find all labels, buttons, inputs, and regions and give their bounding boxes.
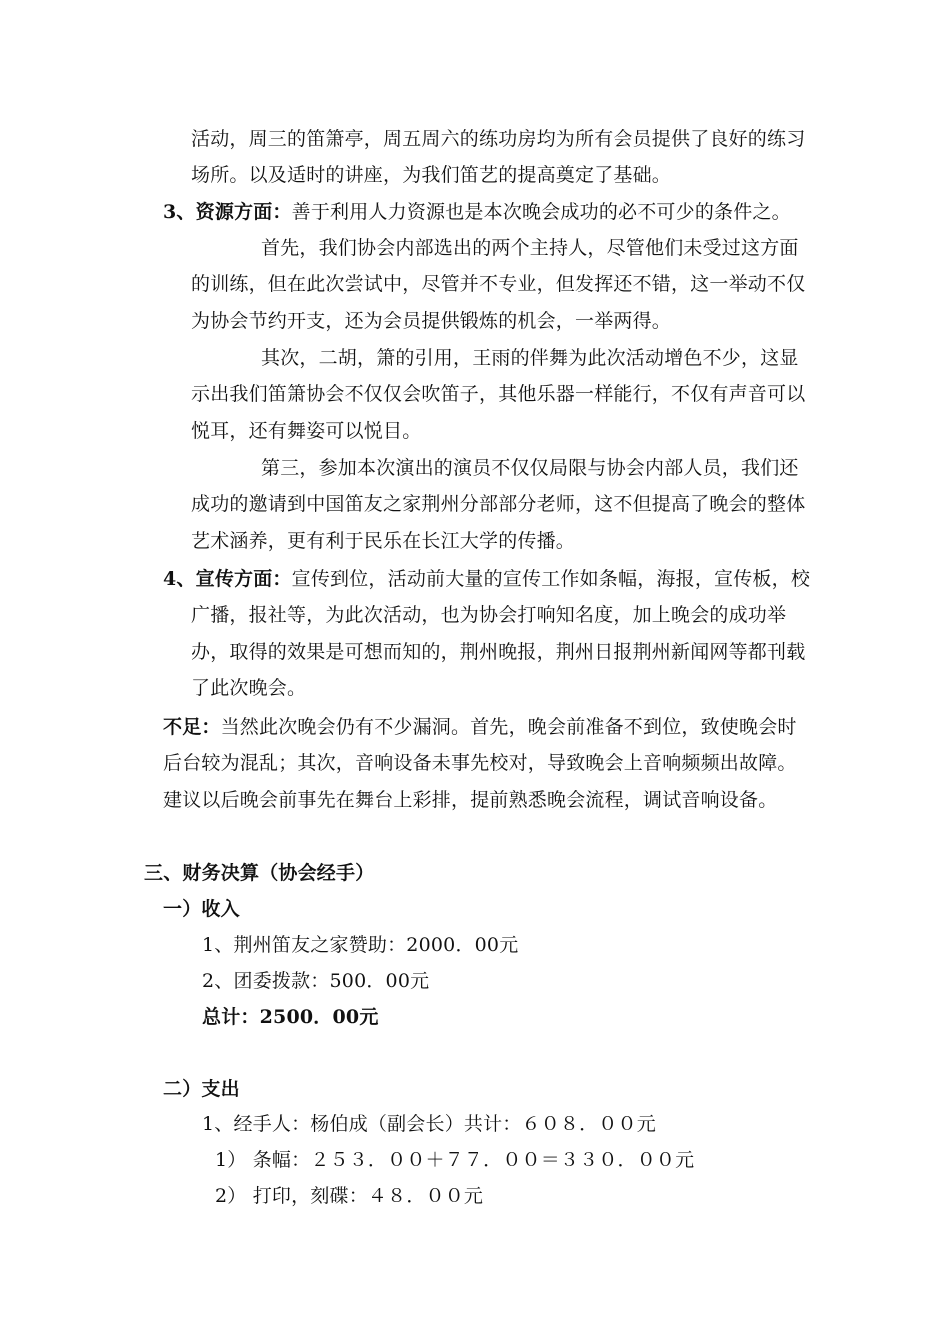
venue-text-line-2: 场所。以及适时的讲座，为我们笛艺的提高奠定了基础。: [191, 164, 672, 186]
publicity-item: [163, 566, 810, 592]
shortcoming-item: [163, 714, 797, 740]
shortcoming-line-3: 建议以后晚会前事先在舞台上彩排，提前熟悉晚会流程，调试音响设备。: [163, 789, 778, 811]
resource-para3-line-3: 艺术涵养，更有利于民乐在长江大学的传播。: [191, 530, 576, 552]
expense-title: 二）支出: [163, 1078, 240, 1100]
expense-sub-item-1: 1） 条幅：２５３．００＋７７．００＝３３０．００元: [215, 1149, 695, 1171]
publicity-heading-text: 宣传到位，活动前大量的宣传工作如条幅，海报，宣传板，校: [291, 568, 811, 590]
expense-sub-item-2: 2） 打印，刻碟：４８．００元: [215, 1185, 484, 1207]
publicity-line-4: 了此次晚会。: [191, 677, 307, 699]
shortcoming-line-2: 后台较为混乱；其次，音响设备未事先校对，导致晚会上音响频频出故障。: [163, 752, 797, 774]
income-item-1: 1、荆州笛友之家赞助：2000．00元: [202, 934, 519, 956]
resource-para3-line-2: 成功的邀请到中国笛友之家荆州分部部分老师，这不但提高了晚会的整体: [191, 493, 806, 515]
expense-item-1: 1、经手人：杨伯成（副会长）共计：６０８．００元: [202, 1113, 656, 1135]
shortcoming-heading: 不足：: [163, 716, 221, 738]
venue-text-line-1: 活动，周三的笛箫亭，周五周六的练功房均为所有会员提供了良好的练习: [191, 128, 806, 150]
resource-heading-text: 善于利用人力资源也是本次晚会成功的必不可少的条件之。: [291, 201, 791, 223]
shortcoming-heading-text: 当然此次晚会仍有不少漏洞。首先，晚会前准备不到位，致使晚会时: [220, 716, 797, 738]
finance-section-title: 三、财务决算（协会经手）: [144, 862, 375, 884]
resource-heading: 3、资源方面：: [163, 201, 292, 223]
resource-para2-line-2: 示出我们笛箫协会不仅仅会吹笛子，其他乐器一样能行，不仅有声音可以: [191, 383, 806, 405]
resource-para1-line-1: 首先，我们协会内部选出的两个主持人，尽管他们未受过这方面: [261, 237, 799, 259]
publicity-heading: 4、宣传方面：: [163, 568, 292, 590]
resource-para1-line-3: 为协会节约开支，还为会员提供锻炼的机会，一举两得。: [191, 310, 672, 332]
resource-item: [163, 199, 791, 225]
resource-para2-line-3: 悦耳，还有舞姿可以悦目。: [191, 420, 422, 442]
resource-para3-line-1: 第三，参加本次演出的演员不仅仅局限与协会内部人员，我们还: [261, 457, 799, 479]
publicity-line-2: 广播，报社等，为此次活动，也为协会打响知名度，加上晚会的成功举: [191, 604, 787, 626]
resource-para2-line-1: 其次，二胡，箫的引用，王雨的伴舞为此次活动增色不少，这显: [261, 347, 799, 369]
income-item-2: 2、团委拨款：500．00元: [202, 970, 430, 992]
income-title: 一）收入: [163, 898, 240, 920]
publicity-line-3: 办，取得的效果是可想而知的，荆州晚报，荆州日报荆州新闻网等都刊载: [191, 641, 806, 663]
resource-para1-line-2: 的训练，但在此次尝试中，尽管并不专业，但发挥还不错，这一举动不仅: [191, 273, 806, 295]
income-total: 总计：2500．00元: [202, 1006, 379, 1028]
